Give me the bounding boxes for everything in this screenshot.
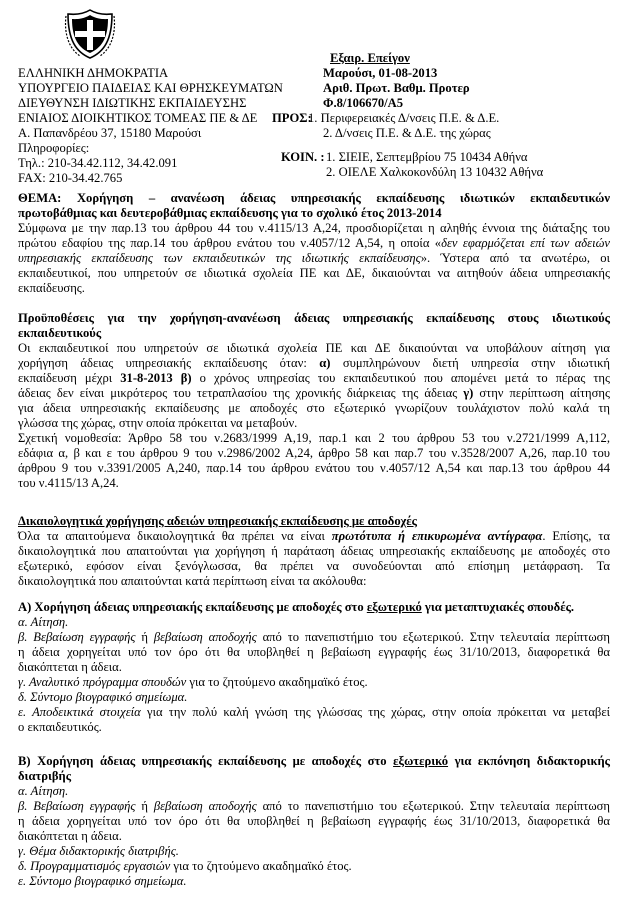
list-item: γ. Αναλυτικό πρόγραμμα σπουδών για το ζητούμενο ακαδημαϊκό έτος. <box>18 675 368 689</box>
intro-paragraph <box>18 221 610 296</box>
subject-line-1: Χορήγηση – ανανέωση άδειας υπηρεσιακής εκπαίδευσης ιδιωτικών εκπαιδευτικών <box>76 191 610 205</box>
sender-line: Α. Παπανδρέου 37, 15180 Μαρούσι <box>18 126 202 140</box>
subject-label: ΘΕΜΑ: <box>18 191 62 205</box>
urgency-label: Εξαιρ. Επείγον <box>330 51 410 65</box>
intro-line: Σύμφωνα με την παρ.13 του άρθρου 44 του ν.4115/13 Α,24, προσδιορίζεται η αληθής έννοια της διάταξης του <box>18 221 610 235</box>
docs-line: δικαιολογητικά που απαιτούνται για χορήγηση ή παράταση άδειας υπηρεσιακής εκπαίδευσης με αποδοχές στο <box>18 544 610 558</box>
subject <box>18 191 610 221</box>
section-heading: Προϋποθέσεις για την χορήγηση-ανανέωση άδειας υπηρεσιακής εκπαίδευσης στους ιδιωτικούς <box>18 311 610 325</box>
subject-line-2: πρωτοβάθμιας και δευτεροβάθμιας εκπαίδευσης για το σχολικό έτος 2013-2014 <box>18 206 442 220</box>
list-item: β. Βεβαίωση εγγραφής ή βεβαίωση αποδοχής από το πανεπιστήμιο του εξωτερικού. Στην τελευταία περίπτωση <box>18 799 610 813</box>
intro-line: πρώτου εδαφίου της παρ.14 του άρθρου ενάτου του ν.4057/12 Α,54, η οποία «δεν εφαρμόζεται επί των αδειών <box>18 236 610 250</box>
legislation-line: εδάφια α, β και ε του άρθρου 9 του ν.2986/2002 Α,24, άρθρο 58 και παρ.7 του ν.3528/2007 Α,26, παρ.10 του <box>18 446 610 460</box>
list-item: ε. Αποδεικτικά στοιχεία για την πολύ καλή γνώση της γλώσσας της χώρας, στην οποία πρόκειται να μεταβεί <box>18 705 610 719</box>
recipient-2: 2. Δ/νσεις Π.Ε. & Δ.Ε. της χώρας <box>323 126 491 140</box>
list-item: β. Βεβαίωση εγγραφής ή βεβαίωση αποδοχής από το πανεπιστήμιο του εξωτερικού. Στην τελευταία περίπτωση <box>18 630 610 644</box>
prereq-line: γλώσσα της χώρας, στην οποία πρόκειται να μεταβούν. <box>18 416 298 430</box>
list-item: δ. Σύντομο βιογραφικό σημείωμα. <box>18 690 188 704</box>
file-number: Φ.8/106670/Α5 <box>323 96 404 110</box>
list-item: η άδεια χορηγείται υπό τον όρο ότι θα υποβληθεί η βεβαίωση εγγραφής έως 31/10/2013, διαφορετικά θα <box>18 645 610 659</box>
prereq-line: για άδεια υπηρεσιακής εκπαίδευσης με αποδοχές στο εξωτερικό γνωρίζουν τουλάχιστον πολύ καλά τη <box>18 401 610 415</box>
list-item: α. Αίτηση. <box>18 784 69 798</box>
docs-line: Όλα τα απαιτούμενα δικαιολογητικά θα πρέπει να είναι πρωτότυπα ή επικυρωμένα αντίγραφα. Επίσης, τα <box>18 529 610 543</box>
list-item: γ. Θέμα διδακτορικής διατριβής. <box>18 844 179 858</box>
greek-emblem-logo <box>62 6 118 62</box>
list-item: ε. Σύντομο βιογραφικό σημείωμα. <box>18 874 187 888</box>
list-item: δ. Προγραμματισμός εργασιών για το ζητούμενο ακαδημαϊκό έτος. <box>18 859 352 873</box>
section-b-title: Β) Χορήγηση άδειας υπηρεσιακής εκπαίδευσης με αποδοχές στο εξωτερικό για εκπόνηση διδακτορικής <box>18 754 610 768</box>
section-a <box>18 600 610 735</box>
section-b-title: διατριβής <box>18 769 72 783</box>
list-item: διακόπτεται η άδεια. <box>18 829 122 843</box>
sender-line: FAX: 210-34.42.765 <box>18 171 123 185</box>
sender-block <box>18 66 283 186</box>
docs-line: εξωτερικό, εφόσον είναι ξενόγλωσσα, θα πρέπει να συνοδεύονται από επίσημη μετάφραση. Τα <box>18 559 610 573</box>
list-item: α. Αίτηση. <box>18 615 69 629</box>
prerequisites-section <box>18 311 610 491</box>
sender-line: Τηλ.: 210-34.42.112, 34.42.091 <box>18 156 178 170</box>
prereq-line: εκπαίδευση μέχρι 31-8-2013 β) ο χρόνος υπηρεσίας του εκπαιδευτικού που απομένει μετά το πέρας της <box>18 371 610 385</box>
list-item: η άδεια χορηγείται υπό τον όρο ότι θα υποβληθεί η βεβαίωση εγγραφής έως 31/10/2013, διαφορετικά θα <box>18 814 610 828</box>
prereq-line: Οι εκπαιδευτικοί που υπηρετούν σε ιδιωτικά σχολεία ΠΕ και ΔΕ δικαιούνται να υποβάλουν αίτηση για <box>18 341 610 355</box>
sender-line: Πληροφορίες: <box>18 141 90 155</box>
recipient-1: 1. Περιφερειακές Δ/νσεις Π.Ε. & Δ.Ε. <box>308 111 500 125</box>
section-a-title: Α) Χορήγηση άδειας υπηρεσιακής εκπαίδευσης με αποδοχές στο εξωτερικό για μεταπτυχιακές σπουδές. <box>18 600 575 614</box>
sender-line: ΕΝΙΑΙΟΣ ΔΙΟΙΚΗΤΙΚΟΣ ΤΟΜΕΑΣ ΠΕ & ΔΕ <box>18 111 258 125</box>
intro-line: εκπαιδευτικοί, που υπηρετούν σε ιδιωτικά σχολεία ΠΕ και ΔΕ, δικαιούνται να αιτηθούν άδεια υπηρεσιακής <box>18 266 610 280</box>
cc-2: 2. ΟΙΕΛΕ Χαλκοκονδύλη 13 10432 Αθήνα <box>326 165 544 179</box>
sender-line: ΕΛΛΗΝΙΚΗ ΔΗΜΟΚΡΑΤΙΑ <box>18 66 169 80</box>
cc-label: ΚΟΙΝ. : <box>281 150 325 164</box>
documents-section <box>18 514 610 589</box>
cc-1: 1. ΣΙΕΙΕ, Σεπτεμβρίου 75 10434 Αθήνα <box>326 150 528 164</box>
prereq-line: χορήγηση άδειας υπηρεσιακής εκπαίδευσης όταν: α) συμπληρώνουν διετή υπηρεσία στην ιδιωτική <box>18 356 611 370</box>
sender-line: ΥΠΟΥΡΓΕΙΟ ΠΑΙΔΕΙΑΣ ΚΑΙ ΘΡΗΣΚΕΥΜΑΤΩΝ <box>18 81 283 95</box>
intro-line: υπηρεσιακής εκπαίδευσης των εκπαιδευτικών της ιδιωτικής εκπαίδευσης». Ύστερα από τα ανωτέρω, οι <box>18 251 610 265</box>
intro-line: εκπαίδευσης. <box>18 281 85 295</box>
section-heading: Δικαιολογητικά χορήγησης αδειών υπηρεσιακής εκπαίδευσης με αποδοχές <box>18 514 417 528</box>
protocol-number: Αριθ. Πρωτ. Βαθμ. Προτερ <box>323 81 470 95</box>
legislation-line: άρθρου 9 του ν.3391/2005 Α,240, παρ.14 του άρθρου ενάτου του ν.4057/12 Α,54 και παρ.13 του άρθρου 44 <box>18 461 610 475</box>
sender-line: ΔΙΕΥΘΥΝΣΗ ΙΔΙΩΤΙΚΗΣ ΕΚΠΑΙΔΕΥΣΗΣ <box>18 96 247 110</box>
recipients-label: ΠΡΟΣ: <box>272 111 312 125</box>
docs-line: δικαιολογητικά που απαιτούνται κατά περίπτωση είναι τα ακόλουθα: <box>18 574 367 588</box>
prereq-line: άδειας δεν είναι μικρότερος του τετραπλασίου της χρονικής διάρκειας της άδειας γ) στην περίπτωση αίτησης <box>18 386 610 400</box>
legislation-line: Σχετική νομοθεσία: Άρθρο 58 του ν.2683/1999 Α,19, παρ.1 και 2 του άρθρου 53 του ν.2721/1999 Α,112, <box>18 431 610 445</box>
section-heading: εκπαιδευτικούς <box>18 326 102 340</box>
list-item: ο εκπαιδευτικός. <box>18 720 102 734</box>
list-item: διακόπτεται η άδεια. <box>18 660 122 674</box>
document-date: Μαρούσι, 01-08-2013 <box>323 66 438 80</box>
section-b <box>18 754 610 889</box>
legislation-line: του ν.4115/13 Α,24. <box>18 476 119 490</box>
